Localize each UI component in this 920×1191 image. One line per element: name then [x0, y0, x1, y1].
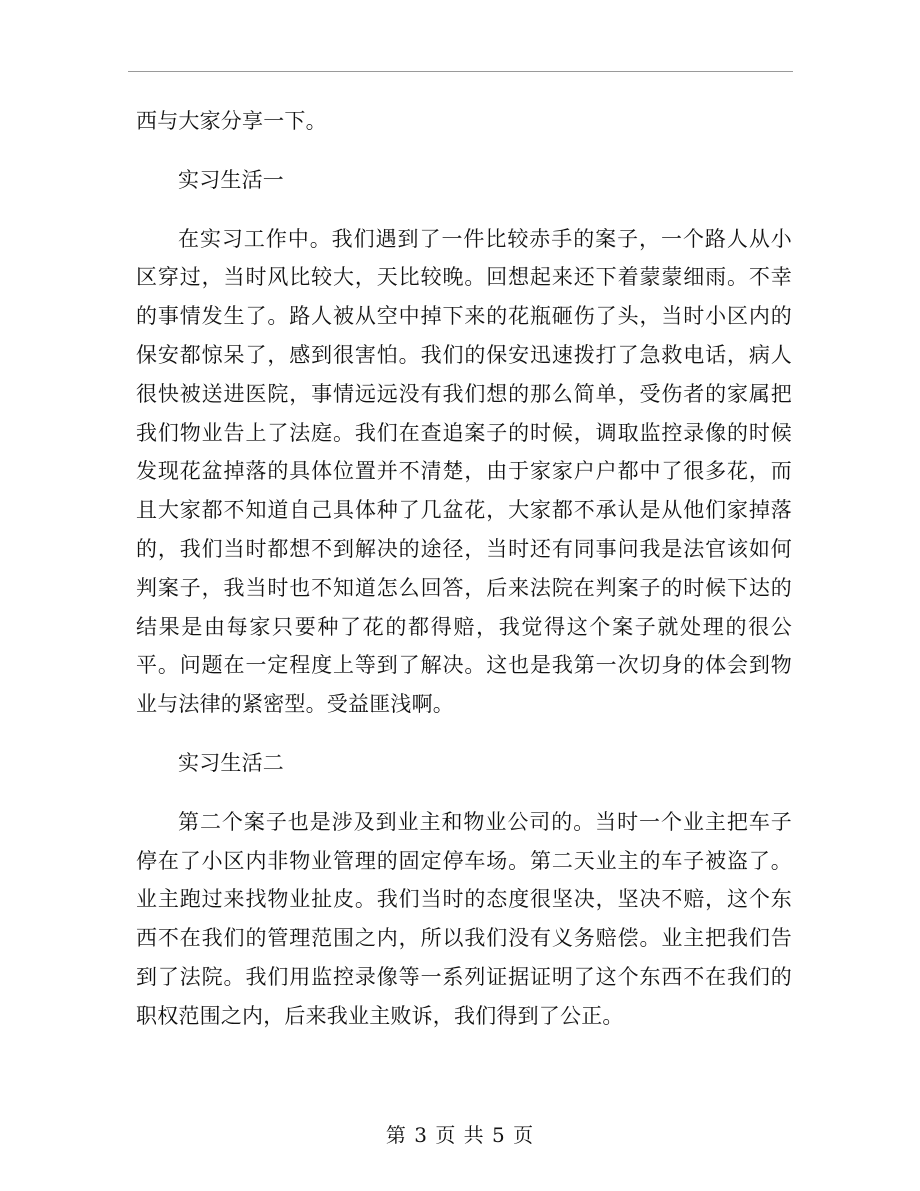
page-number-footer: 第 3 页 共 5 页 — [385, 1123, 535, 1147]
header-rule — [128, 71, 793, 72]
paragraph-case-1: 在实习工作中。我们遇到了一件比较赤手的案子，一个路人从小区穿过，当时风比较大，天比较晚。回想起来还下着蒙蒙细雨。不幸的事情发生了。路人被从空中掉下来的花瓶砸伤了头，当时小区内的保安都惊呆了，感到很害怕。我们的保安迅速拨打了急救电话，病人很快被送进医院，事情远远没有我们想的那么简单，受伤者的家属把我们物业告上了法庭。我们在查追案子的时候，调取监控录像的时候发现花盆掉落的具体位置并不清楚，由于家家户户都中了很多花，而且大家都不知道自己具体种了几盆花，大家都不承认是从他们家掉落的，我们当时都想不到解决的途径，当时还有同事问我是法官该如何判案子，我当时也不知道怎么回答，后来法院在判案子的时候下达的结果是由每家只要种了花的都得赔，我觉得这个案子就处理的很公平。问题在一定程度上等到了解决。这也是我第一次切身的体会到物业与法律的紧密型。受益匪浅啊。 — [136, 226, 792, 717]
section-heading-1: 实习生活一 — [178, 167, 284, 192]
section-heading-2: 实习生活二 — [178, 750, 284, 775]
document-body — [136, 102, 792, 1036]
paragraph-continuation: 西与大家分享一下。 — [136, 109, 327, 133]
paragraph-case-2: 第二个案子也是涉及到业主和物业公司的。当时一个业主把车子停在了小区内非物业管理的固定停车场。第二天业主的车子被盗了。业主跑过来找物业扯皮。我们当时的态度很坚决，坚决不赔，这个东西不在我们的管理范围之内，所以我们没有义务赔偿。业主把我们告到了法院。我们用监控录像等一系列证据证明了这个东西不在我们的职权范围之内，后来我业主败诉，我们得到了公正。 — [136, 809, 792, 1028]
